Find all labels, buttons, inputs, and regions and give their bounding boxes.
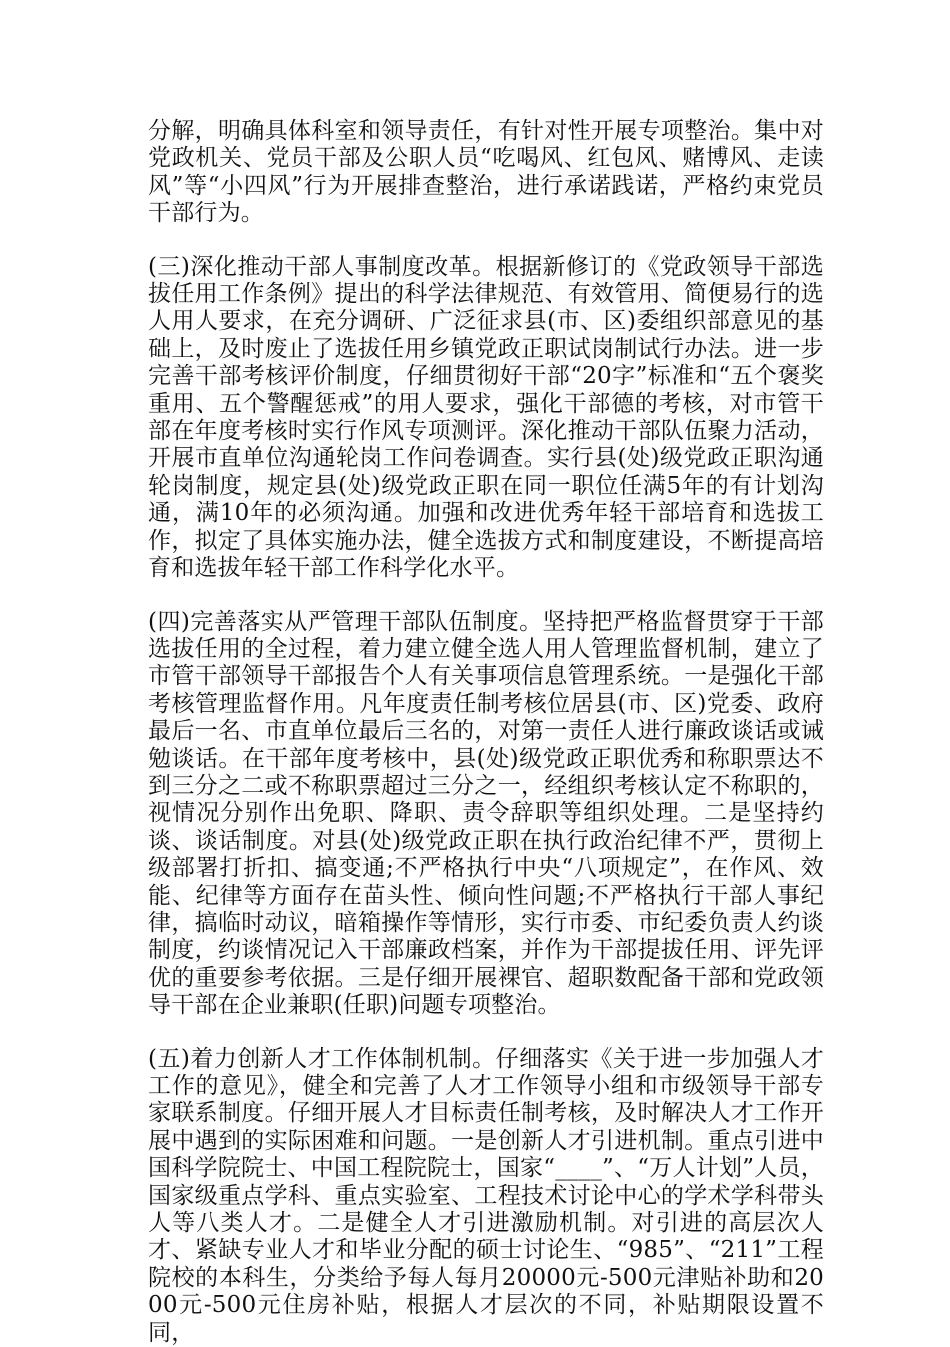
document-page	[148, 118, 824, 1347]
paragraph-section-5: (五)着力创新人才工作体制机制。仔细落实《关于进一步加强人才工作的意见》，健全和完善了人才工作领导小组和市级领导干部专家联系制度。仔细开展人才目标责任制考核，及时解决人才工作开展中遇到的实际困难和问题。一是创新人才引进机制。重点引进中国科学院院士、中国工程院院士，国家“____”、“万人计划”人员，国家级重点学科、重点实验室、工程技术讨论中心的学术学科带头人等八类人才。二是健全人才引进激励机制。对引进的高层次人才、紧缺专业人才和毕业分配的硕士讨论生、“985”、“211”工程院校的本科生，分类给予每人每月20000元-500元津贴补助和2000元-500元住房补贴，根据人才层次的不同，补贴期限设置不同，	[148, 1045, 824, 1346]
paragraph-intro: 分解，明确具体科室和领导责任，有针对性开展专项整治。集中对党政机关、党员干部及公职人员“吃喝风、红包风、赌博风、走读风”等“小四风”行为开展排查整治，进行承诺践诺，严格约束党员干部行为。	[148, 118, 824, 227]
paragraph-section-3: (三)深化推动干部人事制度改革。根据新修订的《党政领导干部选拔任用工作条例》提出的科学法律规范、有效管用、简便易行的选人用人要求，在充分调研、广泛征求县(市、区)委组织部意见的基础上，及时废止了选拔任用乡镇党政正职试岗制试行办法。进一步完善干部考核评价制度，仔细贯彻好干部“20字”标准和“五个褒奖重用、五个警醒惩戒”的用人要求，强化干部德的考核，对市管干部在年度考核时实行作风专项测评。深化推动干部队伍聚力活动，开展市直单位沟通轮岗工作问卷调查。实行县(处)级党政正职沟通轮岗制度，规定县(处)级党政正职在同一职位任满5年的有计划沟通，满10年的必须沟通。加强和改进优秀年轻干部培育和选拔工作，拟定了具体实施办法，健全选拔方式和制度建设，不断提高培育和选拔年轻干部工作科学化水平。	[148, 253, 824, 582]
paragraph-section-4: (四)完善落实从严管理干部队伍制度。坚持把严格监督贯穿于干部选拔任用的全过程，着力建立健全选人用人管理监督机制，建立了市管干部领导干部报告个人有关事项信息管理系统。一是强化干部考核管理监督作用。凡年度责任制考核位居县(市、区)党委、政府最后一名、市直单位最后三名的，对第一责任人进行廉政谈话或诫勉谈话。在干部年度考核中，县(处)级党政正职优秀和称职票达不到三分之二或不称职票超过三分之一，经组织考核认定不称职的，视情况分别作出免职、降职、责令辞职等组织处理。二是坚持约谈、谈话制度。对县(处)级党政正职在执行政治纪律不严，贯彻上级部署打折扣、搞变通;不严格执行中央“八项规定”，在作风、效能、纪律等方面存在苗头性、倾向性问题;不严格执行干部人事纪律，搞临时动议，暗箱操作等情形，实行市委、市纪委负责人约谈制度，约谈情况记入干部廉政档案，并作为干部提拔任用、评先评优的重要参考依据。三是仔细开展裸官、超职数配备干部和党政领导干部在企业兼职(任职)问题专项整治。	[148, 608, 824, 1019]
